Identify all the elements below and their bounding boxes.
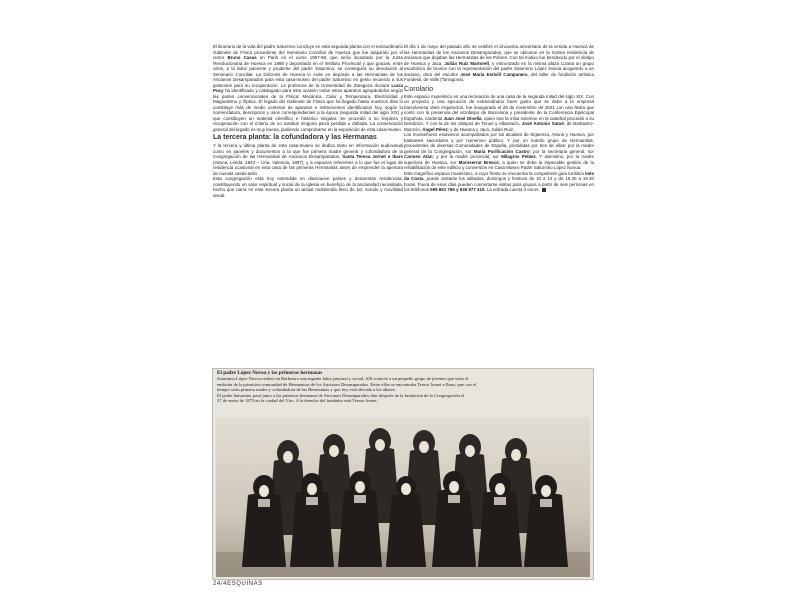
bold-text: Ángel Pérez [422,126,448,132]
paragraph [404,44,594,83]
text-run: Y la tercera y última planta de esta casa-museo se dedica tanto en información audiovisual como en paneles y documentos a la que fue primera madre general y cofundadora de la Congregación de las Hermanitas de Ancianos Desamparados, [213,143,403,159]
bold-text: María Purificación Castro [473,148,530,154]
section-title-corolario: Corolario [404,83,434,93]
end-of-article-icon [542,188,546,192]
text-run: , puede visitarse los sábados, domingos y festivos de 10 a 13 y de 16.30 a 19.30 horas. Fuera de esos días pueden concertarse visitas para grupos a partir de seis personas en los teléfonos [404,176,594,192]
paragraph [404,94,594,133]
text-run: Este espacio museístico es una recreación de una casa de la segunda mitad del siglo XIX. Con un proyecto y una ejecución de extraordinario buen gusto que se debe a la empresa barcelonesa Varis Arquitectos, fue inaugurado el 26 de noviembre de 2021 con una fiesta que contó con la presencia del arzobispo de Barcelona y presidente de la Conferencia Episcopal Española, cardenal [404,93,594,121]
paragraph [404,132,594,171]
bold-text: Carmen Atán [404,154,433,159]
text-run: en París en el curso 1857-58, que sería incautado por la Junta Revolucionaria de Huesca en 1868 y depositado en el Instituto Provincial y que gracias, entre otros, a la labor paciente y prudente del padre Saturnino, se conseguirá su devolución al Seminario Conciliar. La Diócesis de Huesca lo cede en depósito a las Hermanitas de los Ancianos Desamparados para esta casa-museo del padre Saturnino en gesto recuerdo a sus gestiones para su recuperación. La profesora de la Universidad de Zaragoza doctora [213,55,404,88]
text-run: , a quien se debe la impecable gestión de la rehabilitación de este edificio y conversión en Casa Museo Padre Saturnino López Novoa. [404,159,595,170]
text-run: , del taller de fundición artística Fundesti, de Valls (Tarragona). [404,71,594,82]
bold-text: Lucía Pucy [213,82,403,93]
paragraph [213,44,403,132]
right-column [404,44,594,193]
text-run: . Y asimismo, por la madre superiora de Huesca, sor [404,154,594,165]
text-run: ; por la secretaria general, sor [529,148,595,154]
text-run: , quien tras la misa solemne en la catedral procedió a su bendición. Y con la de los obispos de Teruel y Albarracín, [404,115,594,126]
caption-line: 27 de enero de 1873 en la ciudad del Viro. A la derecha del fundador está Teresa Jornet. [217,398,378,404]
right-paragraphs-2 [404,94,594,193]
photo-box [212,368,594,580]
text-run: (Aitona, Lérida, 1843 – Liria, Valencia, 1897), y a espacios referentes a lo que fue el lugar de residencia ocasional en esta casa de las primeras Hermanitas antes de emprender la apertura de nuevas casas-asilo. [213,159,403,176]
text-run: ; y de Huesca y Jaca, Julián Ruiz. [447,126,515,132]
bold-text: Juan José Omella [443,115,482,121]
text-run: ; de Barbastro-Monzón, [404,121,594,132]
right-paragraphs [404,44,594,83]
paragraph [213,143,403,176]
bold-text: 599 651 786 y 636 977 415 [430,187,485,192]
bold-text: Milagros Peláez [501,154,536,159]
caption-line: El padre Saturnino posó junto a las primeras hermanas de Ancianos Desamparados días después de la fundación de la Congregación el [217,392,465,398]
bold-text: Santa Teresa Jornet e Ibars [342,154,403,159]
caption-line: Saturnino López Novoa realizó en Barbastro una ingente labor pastoral y social. Allí conoció a un pequeño grupo de jóvenes que sería el [217,376,469,382]
left-column [213,44,403,198]
left-paragraphs [213,44,403,132]
text-run: El día 1 de mayo del pasado año se celebró el cincuenta aniversario de la venida a Huesca de las Hermanitas de los Ancianos Desamparados, que se ubicaron en la misma residencia de ancianos que dejaban las Hermanitas de los Pobres. Con tal motivo fue bendecido por el obispo de Huesca y Jaca, [404,44,594,66]
caption-title: El padre López Novoa y las primeras hermanas [217,370,323,376]
bold-text: Montserrat Brescó [458,159,499,165]
bold-text: Bruno Casas [227,55,257,60]
photo-caption [217,371,589,403]
text-run: Este magnífico espacio museístico, a cuyo frente se encuentra la competente guía turística [404,170,586,176]
text-run: Los monseñores estuvieron acompañados por los alcaldes de Sigüenza, Aitona y Huesca, por bastantes sacerdotes y por numeroso público. Y por un nutrido grupo de Hermanitas, procedentes de diversas Comunidades de España, presididas por tres de ellas: por la madre general de la Congregación, sor [404,132,594,154]
section-title-tercera-planta: La tercera planta: la cofundadora y las Hermanas [213,134,377,141]
caption-line: embrión de la primitiva comunidad de Hermanitas de los Ancianos Desamparados. Entre ellas se encontraba Teresa Jornet e Ibars, que con el [217,381,477,387]
bold-text: José María Estivill Campanera [460,71,528,77]
text-run: ha identificado y catalogado para esta ocasión todos estos aparatos agrupándolos según las partes convencionales de la Física: Mecánica, Calor y Temperatura, Electricidad y Magnetismo y Óptica. El legado del Gabinete de Física que ha llegado hasta nuestros días lo constituye más de medio centenar de aparatos e instrumentos identificados hoy, según la nomenclatura, descripción y usos correspondientes a la época (segunda mitad del siglo XIX) y que constituyen un material científico e histórico singular. Se procedió a su limpieza y recuperación con el criterio de no sustituir ninguna pieza perdida o dañada. La conservación general del legado es muy buena, pudiendo comprobarse en la exposición de esta casa-museo. [213,88,403,132]
text-run: . La entrada cuesta 3 euros. [484,187,540,192]
left-paragraphs-2 [213,143,403,198]
paragraph [213,176,403,198]
photo-illustration [216,417,590,577]
paragraph [404,171,594,193]
page-footer: 24/4ESQUINAS [213,581,263,587]
bold-text: Julián Ruiz Martorell [444,60,490,66]
caption-line: tiempo sería primera madre y cofundadora de las Hermanitas y que hoy está elevada a los altares. [217,387,396,393]
text-run: El itinerario de la vida del padre Saturnino concluye en esta segunda planta con el extraordinario Gabinete de Física procedente del Seminario Conciliar de Huesca que fue adquirido por el rector [213,44,403,60]
text-run: ; y por la madre provincial, sor [432,154,502,159]
text-run: , y entronizado en la misma plaza Lizana un grupo escultórico de bronce con la representación del padre Saturnino López Novoa acogiendo a un anciano, obra del escultor [404,60,594,77]
group-photograph [216,417,590,577]
text-run: Esta congregación está hoy extendida en diecinueve países y doscientas residencias, constituyendo un valor espiritual y social de la Iglesia en beneficio de la ancianidad necesitada, hecho que narra en esta tercera planta un actual multimedia lleno de luz, sonido y movilidad visual. [213,176,403,198]
bold-text: Inés da Costa [404,170,594,181]
bold-text: José Antonio Satué [521,121,564,126]
